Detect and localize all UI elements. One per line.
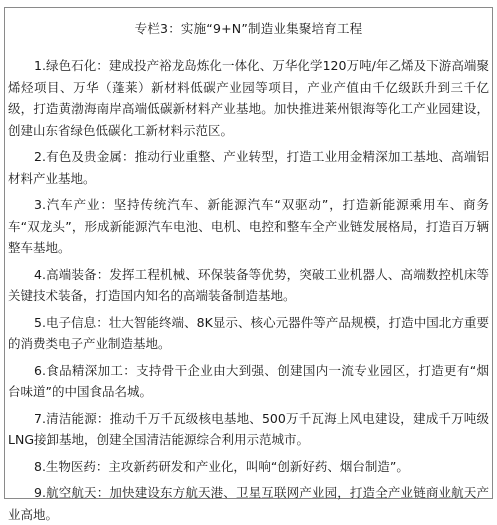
- list-item: 1.绿色石化：建成投产裕龙岛炼化一体化、万华化学120万吨/年乙烯及下游高端聚烯烃项目、万华（蓬莱）新材料低碳产业园等项目，产业产值由千亿级跃升到三千亿级，打造黄渤海南岸高端低碳新材料产业基地。加快推进莱州银海等化工产业园建设，创建山东省绿色低碳化工新材料示范区。: [8, 58, 489, 138]
- list-item: 7.清洁能源：推动千万千瓦级核电基地、500万千瓦海上风电建设，建成千万吨级LNG接卸基地，创建全国清洁能源综合利用示范城市。: [8, 410, 489, 447]
- list-item: 9.航空航天：加快建设东方航天港、卫星互联网产业园，打造全产业链商业航天产业高地。: [8, 485, 489, 522]
- list-item: 6.食品精深加工：支持骨干企业由大到强、创建国内一流专业园区，打造更有“烟台味道”的中国食品名城。: [8, 362, 489, 399]
- list-item: 3.汽车产业：坚持传统汽车、新能源汽车“双驱动”，打造新能源乘用车、商务车“双龙头”，形成新能源汽车电池、电机、电控和整车全产业链发展格局，打造百万辆整车基地。: [8, 197, 489, 255]
- list-item: 4.高端装备：发挥工程机械、环保装备等优势，突破工业机器人、高端数控机床等关键技术装备，打造国内知名的高端装备制造基地。: [8, 266, 489, 303]
- list-item: 8.生物医药：主攻新药研发和产业化，叫响“创新好药、烟台制造”。: [34, 458, 409, 474]
- callout-title: 专栏3：实施“9+N”制造业集聚培育工程: [134, 21, 363, 36]
- callout-box: [4, 7, 493, 522]
- item-list: [8, 55, 489, 525]
- list-item: 5.电子信息：壮大智能终端、8K显示、核心元器件等产品规模，打造中国北方重要的消费类电子产业制造基地。: [8, 314, 489, 351]
- list-item: 2.有色及贵金属：推动行业重整、产业转型，打造工业用金精深加工基地、高端铝材料产业基地。: [8, 149, 489, 186]
